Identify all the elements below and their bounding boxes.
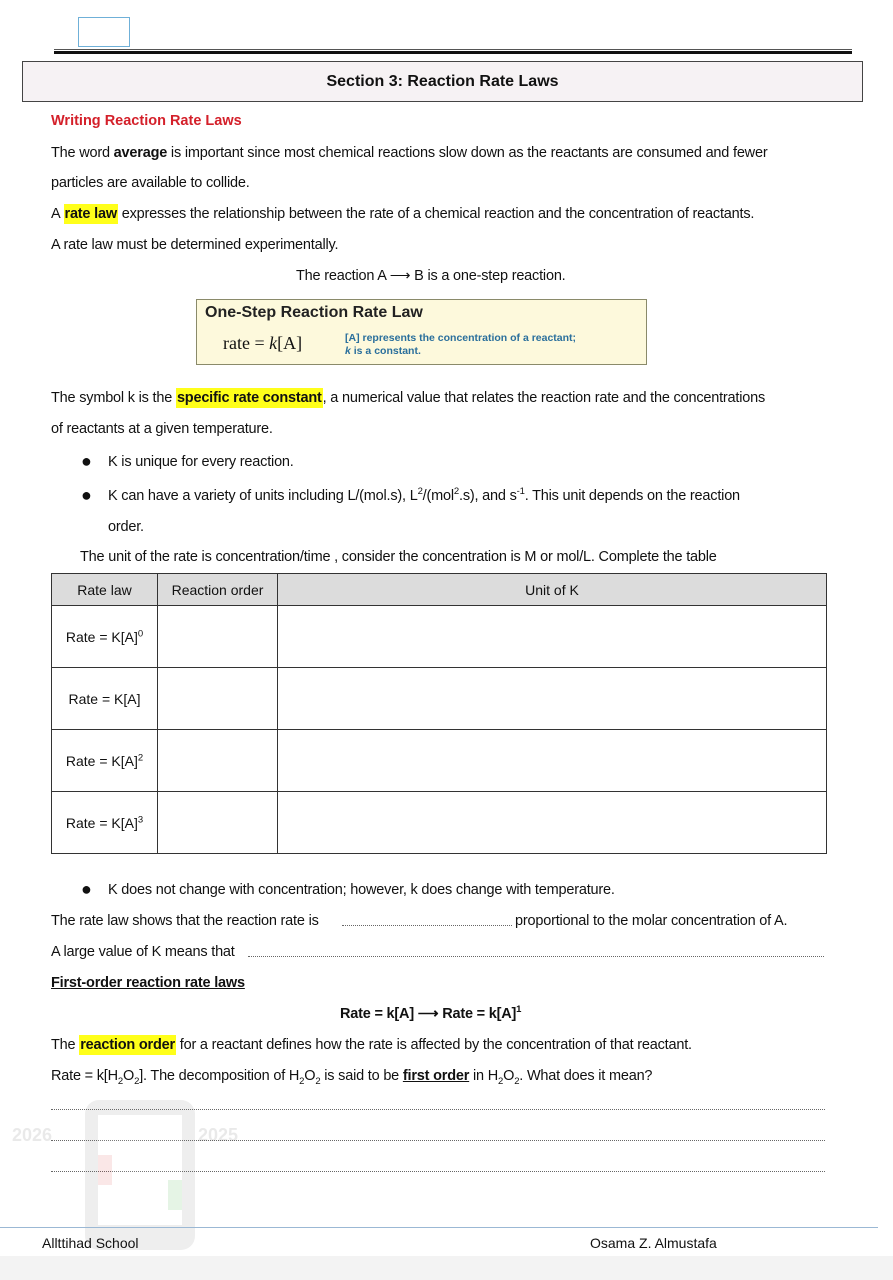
text: 0 bbox=[137, 627, 144, 639]
table-intro: The unit of the rate is concentration/time , consider the concentration is M or mol/L. Complete the table bbox=[80, 549, 717, 565]
header-empty-box bbox=[78, 17, 130, 47]
text: Rate = k[H bbox=[51, 1068, 118, 1084]
cell-rate-law bbox=[52, 730, 158, 792]
text: 2 bbox=[134, 1075, 140, 1087]
text: . This unit depends on the reaction bbox=[524, 488, 740, 504]
text: O bbox=[503, 1068, 515, 1084]
text: The rate law shows that the reaction rate is bbox=[51, 913, 319, 929]
text: K can have a variety of units including L/(mol.s), L bbox=[108, 488, 418, 504]
header-rule-thick bbox=[54, 51, 852, 54]
text: Rate = K[A] bbox=[65, 628, 138, 645]
bullet-units bbox=[108, 486, 740, 506]
footer-rule bbox=[0, 1227, 878, 1228]
bullet-units-line2: order. bbox=[108, 519, 144, 535]
header-reaction-order: Reaction order bbox=[158, 574, 278, 606]
fill-in-proportional bbox=[51, 911, 319, 931]
text: k bbox=[269, 333, 278, 353]
blank-large-k[interactable] bbox=[248, 956, 824, 957]
cell-rate-law bbox=[52, 606, 158, 668]
writing-heading: Writing Reaction Rate Laws bbox=[51, 113, 242, 129]
text: [A] represents the concentration of a reactant; bbox=[345, 332, 577, 344]
watermark-logo bbox=[12, 1080, 270, 1250]
text: in H bbox=[469, 1068, 498, 1084]
footer-school: Allttihad School bbox=[42, 1235, 139, 1251]
bullet-icon: ● bbox=[81, 451, 92, 471]
text: is important since most chemical reactions slow down as the reactants are consumed and fewer bbox=[167, 145, 768, 161]
text: 1 bbox=[516, 1004, 522, 1016]
text: ]. The decomposition of H bbox=[139, 1068, 300, 1084]
footer-author: Osama Z. Almustafa bbox=[590, 1235, 717, 1251]
table-row bbox=[52, 668, 827, 730]
section-title-bar bbox=[22, 61, 863, 102]
text: 3 bbox=[137, 813, 144, 825]
table-header-row bbox=[52, 574, 827, 606]
cell-rate-law bbox=[52, 792, 158, 854]
fill-in-large-k: A large value of K means that bbox=[51, 944, 235, 960]
text: 2 bbox=[417, 486, 423, 498]
watermark-year-left: 2026 bbox=[12, 1125, 53, 1145]
text: /(mol bbox=[422, 488, 454, 504]
text: Rate = K[A] bbox=[65, 752, 138, 769]
text: The word bbox=[51, 145, 114, 161]
text: rate = bbox=[223, 333, 270, 353]
text: 2 bbox=[315, 1075, 321, 1087]
paragraph-rate-law bbox=[51, 204, 754, 224]
cell-rate-law bbox=[52, 668, 158, 730]
paragraph-reaction-order bbox=[51, 1035, 692, 1055]
table-row bbox=[52, 792, 827, 854]
cell-unit-input[interactable] bbox=[278, 792, 827, 854]
bold-first-order: first order bbox=[402, 1068, 470, 1084]
bold-term-average: average bbox=[113, 145, 168, 161]
bullet-icon: ● bbox=[81, 485, 92, 505]
text: The bbox=[51, 1037, 80, 1053]
text: -1 bbox=[516, 486, 525, 498]
bullet-unique: K is unique for every reaction. bbox=[108, 454, 294, 470]
rate-box-title: One-Step Reaction Rate Law bbox=[205, 304, 423, 321]
reaction-line: The reaction A ⟶ B is a one-step reaction. bbox=[296, 268, 566, 284]
text: [A] bbox=[277, 333, 303, 353]
text: is said to be bbox=[320, 1068, 403, 1084]
text: .s), and s bbox=[459, 488, 517, 504]
cell-reaction-order-input[interactable] bbox=[158, 606, 278, 668]
table-row bbox=[52, 730, 827, 792]
text: A bbox=[51, 206, 64, 222]
header-rate-law: Rate law bbox=[52, 574, 158, 606]
text: Rate = K[A] bbox=[65, 814, 138, 831]
cell-reaction-order-input[interactable] bbox=[158, 730, 278, 792]
text: 2 bbox=[514, 1075, 520, 1087]
cell-unit-input[interactable] bbox=[278, 668, 827, 730]
rate-formula bbox=[223, 333, 302, 354]
text: expresses the relationship between the rate of a chemical reaction and the concentration of reactants. bbox=[117, 206, 755, 222]
text: 2 bbox=[299, 1075, 305, 1087]
header-unit-of-k: Unit of K bbox=[278, 574, 827, 606]
text: Rate = K[A] bbox=[68, 690, 141, 707]
first-order-heading: First-order reaction rate laws bbox=[51, 975, 245, 991]
first-order-equation bbox=[340, 1004, 521, 1024]
cell-reaction-order-input[interactable] bbox=[158, 668, 278, 730]
highlight-specific-rate-constant: specific rate constant bbox=[176, 390, 322, 406]
page-bottom-margin bbox=[0, 1256, 893, 1280]
text: . What does it mean? bbox=[519, 1068, 653, 1084]
highlight-reaction-order: reaction order bbox=[80, 1037, 175, 1053]
text: , a numerical value that relates the reaction rate and the concentrations bbox=[322, 390, 766, 406]
paragraph-average bbox=[51, 143, 767, 163]
paragraph-specific-rate-constant-line2: of reactants at a given temperature. bbox=[51, 421, 273, 437]
watermark-year-right: 2025 bbox=[198, 1125, 239, 1145]
paragraph-average-line2: particles are available to collide. bbox=[51, 175, 250, 191]
bullet-icon: ● bbox=[81, 879, 92, 899]
text: Rate = k[A] ⟶ Rate = k[A] bbox=[340, 1006, 517, 1022]
cell-reaction-order-input[interactable] bbox=[158, 792, 278, 854]
text: O bbox=[304, 1068, 316, 1084]
table-row bbox=[52, 606, 827, 668]
text: The symbol k is the bbox=[51, 390, 176, 406]
paragraph-specific-rate-constant bbox=[51, 388, 765, 408]
text: 2 bbox=[453, 486, 459, 498]
section-title: Section 3: Reaction Rate Laws bbox=[326, 72, 559, 90]
rate-box-note bbox=[345, 332, 576, 358]
one-step-rate-law-box bbox=[196, 299, 647, 365]
phone-watermark-icon bbox=[20, 1080, 270, 1250]
cell-unit-input[interactable] bbox=[278, 606, 827, 668]
blank-proportional[interactable] bbox=[342, 925, 512, 926]
text: k bbox=[345, 345, 351, 357]
text: O bbox=[123, 1068, 135, 1084]
fill-in-proportional-post: proportional to the molar concentration of A. bbox=[515, 913, 788, 929]
highlight-rate-law: rate law bbox=[64, 206, 117, 222]
text: for a reactant defines how the rate is affected by the concentration of that reactant. bbox=[175, 1037, 692, 1053]
cell-unit-input[interactable] bbox=[278, 730, 827, 792]
text: 2 bbox=[117, 1075, 123, 1087]
text: 2 bbox=[137, 751, 144, 763]
text: 2 bbox=[498, 1075, 504, 1087]
rate-law-table bbox=[51, 573, 827, 854]
text: is a constant. bbox=[350, 345, 421, 357]
bullet-temperature: K does not change with concentration; however, k does change with temperature. bbox=[108, 882, 615, 898]
paragraph-experimental: A rate law must be determined experimentally. bbox=[51, 237, 339, 253]
header-rule-thin bbox=[54, 49, 852, 50]
